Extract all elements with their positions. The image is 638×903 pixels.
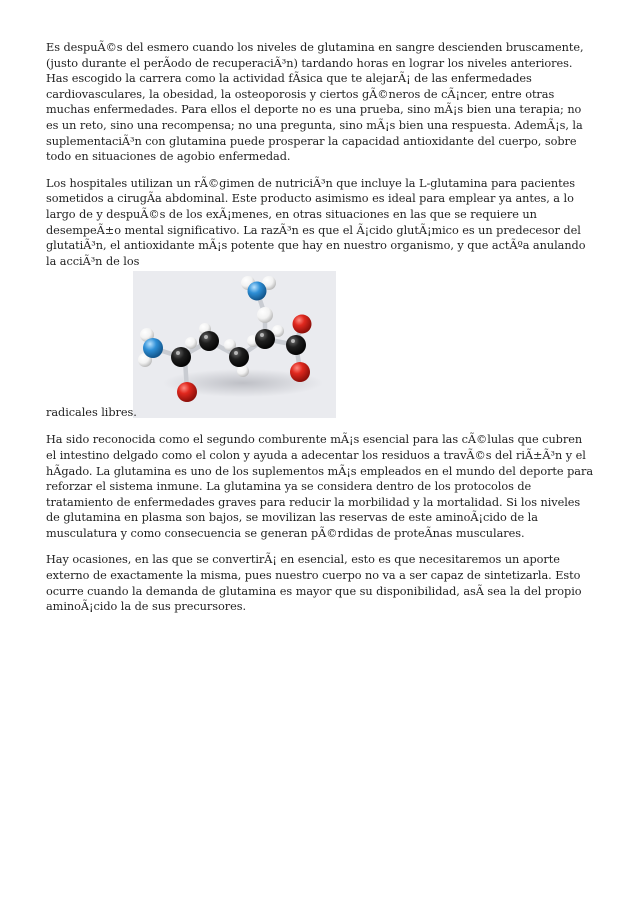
paragraph-3: Ha sido reconocida como el segundo comburente mÃ¡s esencial para las cÃ©lulas que cubren el intestino delgado como el colon y ayuda a adecentar los residuos a travÃ©s del riÃ±Ã³n y el hÃgado. La glutamina es uno de los suplementos mÃ¡s empleados en el mundo del deporte para reforzar el sistema inmune. La glutamina ya se considera dentro de los protocolos de tratamiento de enfermedades graves para reducir la morbilidad y la mortalidad. Si los niveles de glutamina en plasma son bajos, se movilizan las reservas de este aminoÃ¡cido de la musculatura y como consecuencia se generan pÃ©rdidas de proteÃnas musculares.: [46, 433, 594, 540]
glutamine-molecule-model-icon: [133, 271, 336, 418]
paragraph-2: Los hospitales utilizan un rÃ©gimen de nutriciÃ³n que incluye la L-glutamina para pacientes sometidos a cirugÃa abdominal. Este producto asimismo es ideal para emplear ya antes, a lo largo de y despuÃ©s de los exÃ¡menes, en otras situaciones en las que se requiere un desempeÃ±o mental significativo. La razÃ³n es que el Ã¡cido glutÃ¡mico es un predecesor del glutatiÃ³n, el antioxidante mÃ¡s potente que hay en nuestro organismo, y que actÃºa anulando la acciÃ³n de los: [46, 176, 586, 268]
paragraph-1: Es despuÃ©s del esmero cuando los niveles de glutamina en sangre descienden bruscamente, (justo durante el perÃodo de recuperaciÃ³n) tardando horas en lograr los niveles anteriores. Has escogido la carrera como la actividad fÃsica que te alejarÃ¡ de las enfermedades cardiovasculares, la obesidad, la osteoporosis y ciertos gÃ©neros de cÃ¡ncer, entre otras muchas enfermedades. Para ellos el deporte no es una prueba, sino mÃ¡s bien una terapia; no es un reto, sino una recompensa; no una pregunta, sino mÃ¡s bien una respuesta. AdemÃ¡s, la suplementaciÃ³n con glutamina puede prosperar la capacidad antioxidante del cuerpo, sobre todo en situaciones de agobio enfermedad.: [46, 41, 584, 164]
paragraph-4: Hay ocasiones, en las que se convertirÃ¡ en esencial, esto es que necesitaremos un aporte externo de exactamente la misma, pues nuestro cuerpo no va a ser capaz de sintetizarla. Esto ocurre cuando la demanda de glutamina es mayor que su disponibilidad, asÃ sea la del propio aminoÃ¡cido la de sus precursores.: [46, 553, 582, 614]
figure-block: [46, 271, 594, 419]
paragraph-2-continuation: radicales libres.: [46, 405, 137, 419]
document-page: [46, 40, 594, 626]
